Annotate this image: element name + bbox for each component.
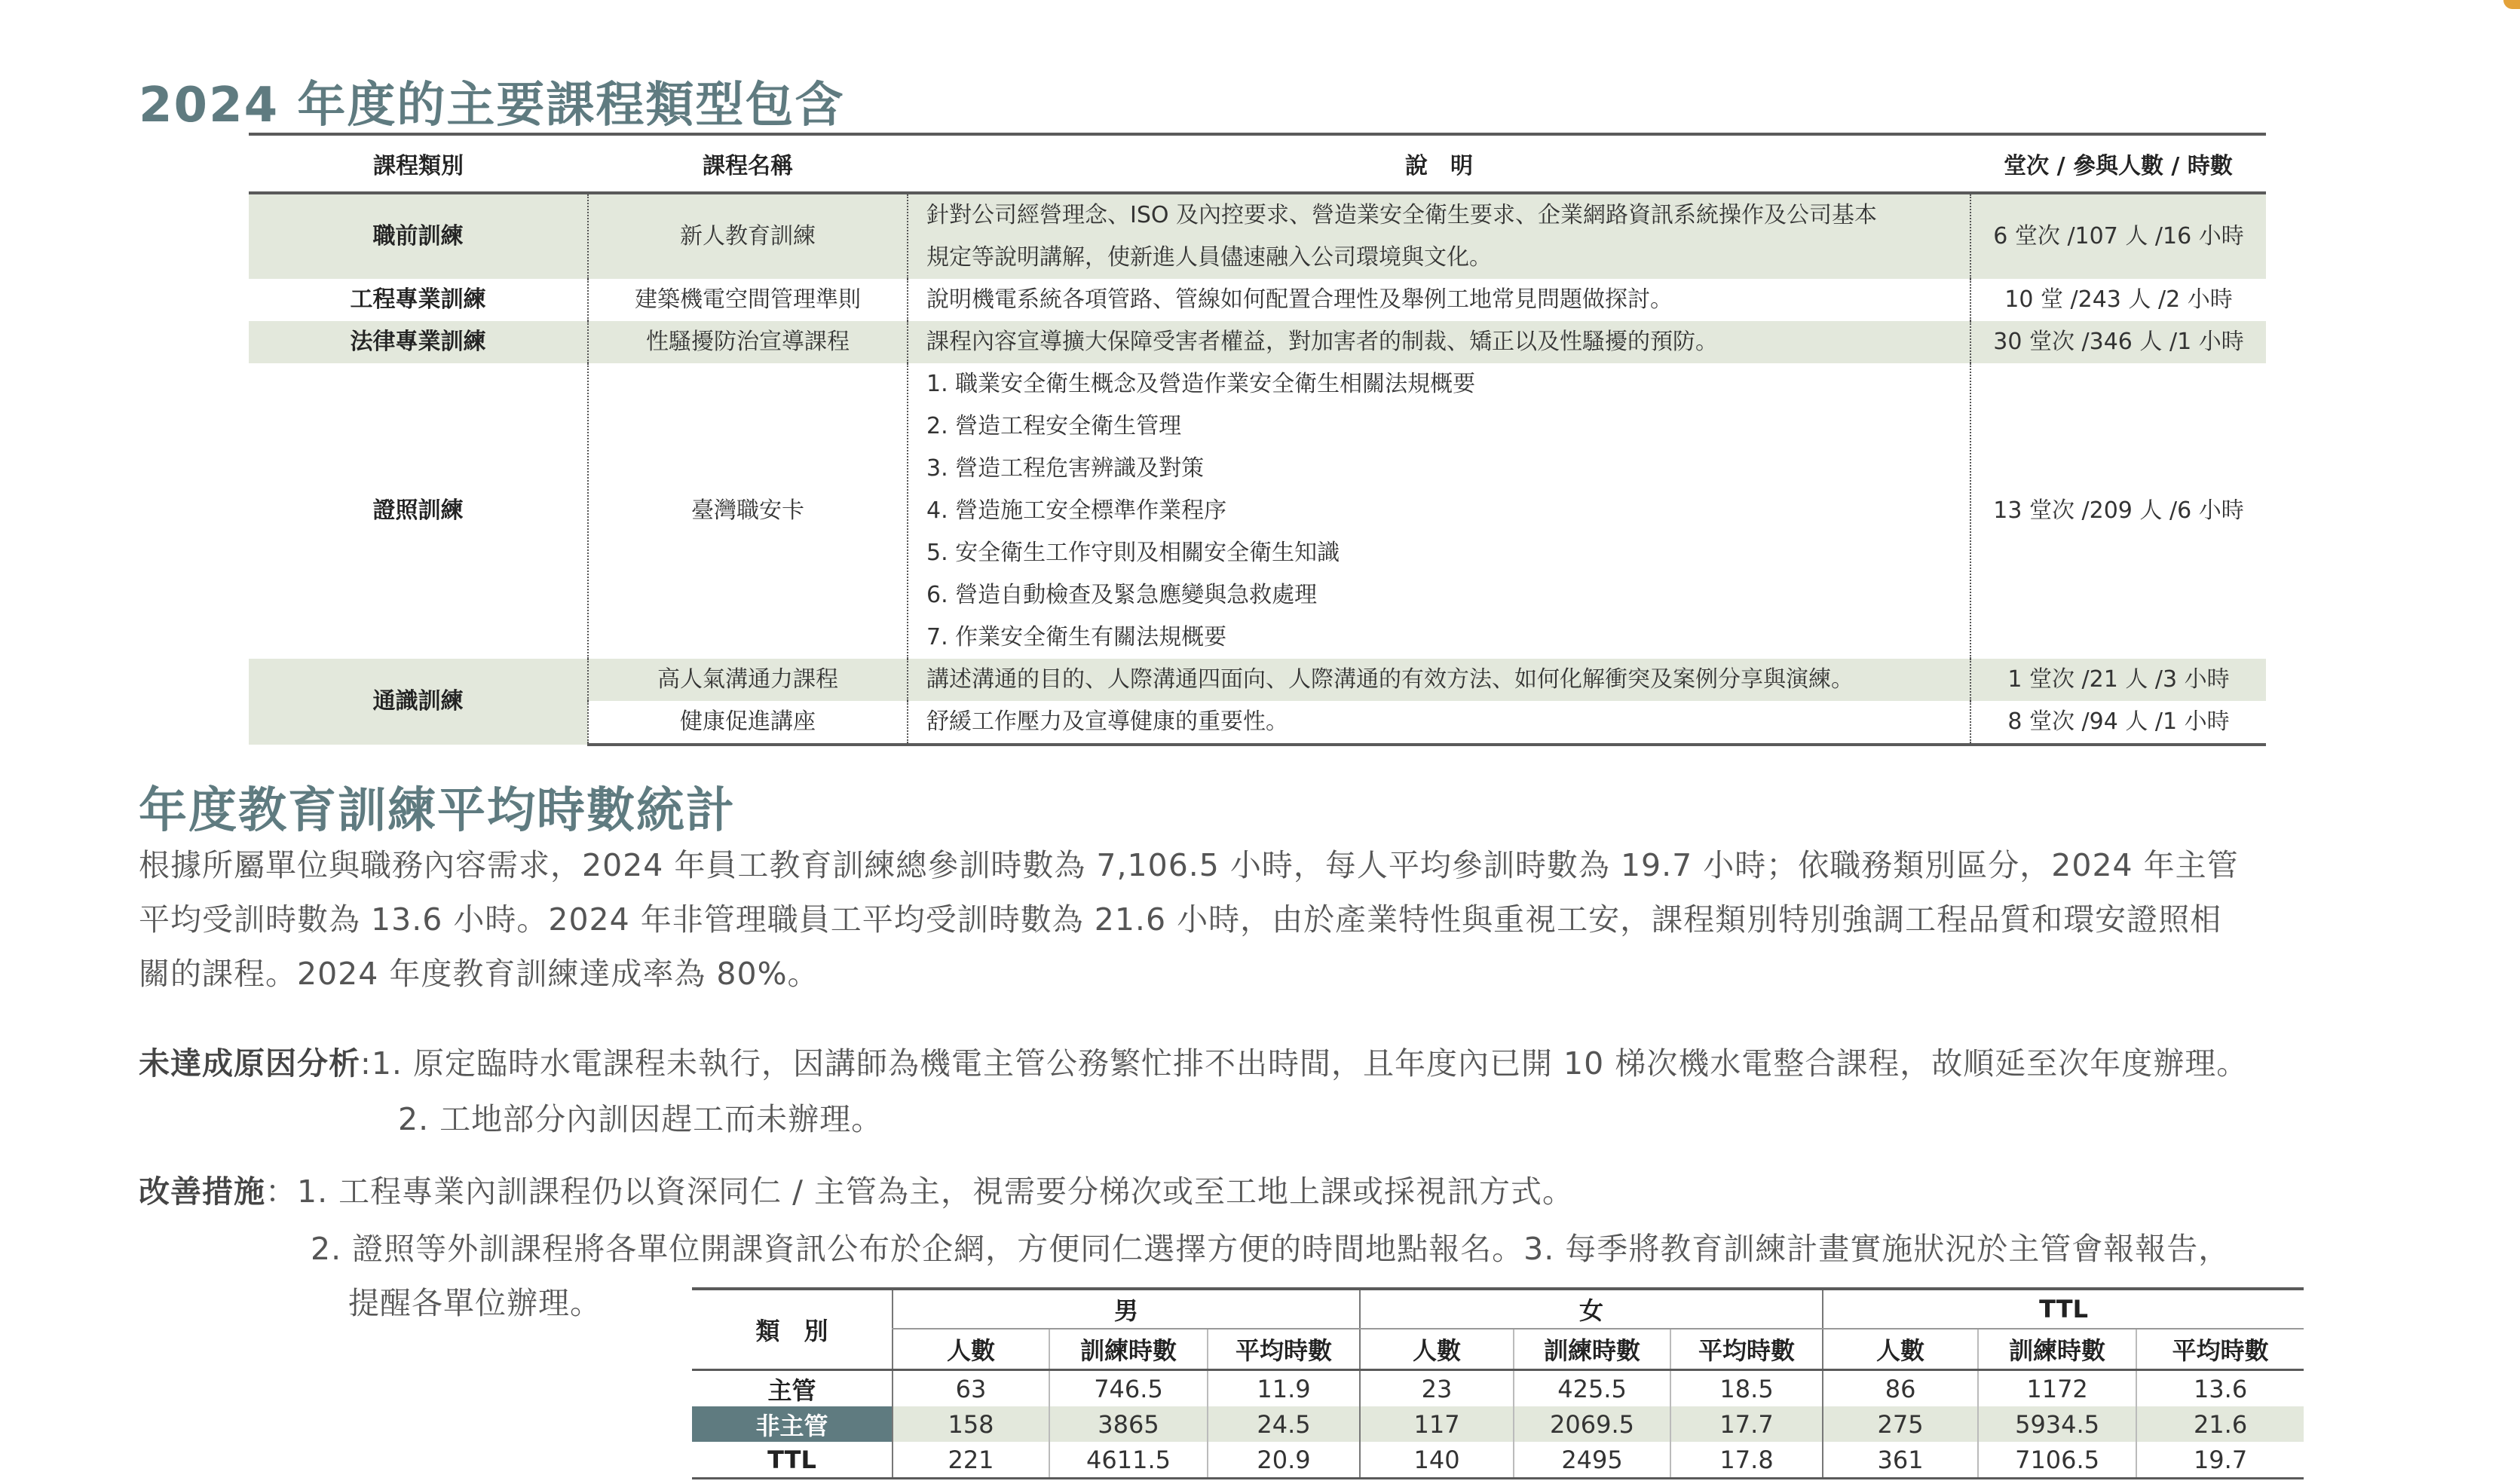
group-header-row [692,1289,2304,1329]
list-item: 3. 營造工程危害辨識及對策 [926,455,1205,482]
stats-cell: 10 堂 /243 人 /2 小時 [1970,279,2266,321]
list-item: 7. 作業安全衛生有關法規概要 [926,624,1227,650]
improve-line-3: 提醒各單位辦理。 [348,1285,602,1321]
stats-cell: 30 堂次 /346 人 /1 小時 [1970,321,2266,363]
description-cell: 課程內容宣導擴大保障受害者權益，對加害者的制裁、矯正以及性騷擾的預防。 [908,321,1970,363]
subheader-count: 人數 [1823,1329,1978,1370]
value-cell: 2495 [1514,1442,1670,1479]
header-course: 課程名稱 [588,134,908,193]
course-cell: 臺灣職安卡 [588,363,908,659]
reason-line-1 [139,1039,2248,1083]
row-label-highlighted: 非主管 [692,1406,893,1442]
category-cell: 通識訓練 [249,659,588,745]
value-cell: 1172 [1978,1370,2136,1407]
improve-line-1 [139,1167,1574,1211]
list-item: 4. 營造施工安全標準作業程序 [926,497,1227,524]
header-description: 說 明 [908,134,1970,193]
course-cell: 新人教育訓練 [588,193,908,279]
description-cell: 舒緩工作壓力及宣導健康的重要性。 [908,701,1970,745]
subheader-count: 人數 [893,1329,1049,1370]
value-cell: 4611.5 [1049,1442,1208,1479]
training-hours-table [692,1287,2304,1479]
section-title-training-hours: 年度教育訓練平均時數統計 [139,783,736,839]
header-category: 課程類別 [249,134,588,193]
description-line: 針對公司經營理念、ISO 及內控要求、營造業安全衛生要求、企業網路資訊系統操作及公司基本 [926,202,1878,228]
reason-text: :1. 原定臨時水電課程未執行，因講師為機電主管公務繁忙排不出時間，且年度內已開 10 梯次機水電整合課程，故順延至次年度辦理。 [360,1045,2249,1082]
course-cell: 建築機電空間管理準則 [588,279,908,321]
paragraph-line: 關的課程。2024 年度教育訓練達成率為 80%。 [139,956,819,992]
corner-accent [2503,0,2520,9]
table-row-total [692,1442,2304,1479]
category-cell: 職前訓練 [249,193,588,279]
subheader-average: 平均時數 [1208,1329,1360,1370]
value-cell: 140 [1360,1442,1514,1479]
value-cell: 2069.5 [1514,1406,1670,1442]
stats-cell: 1 堂次 /21 人 /3 小時 [1970,659,2266,701]
subheader-average: 平均時數 [2136,1329,2304,1370]
value-cell: 746.5 [1049,1370,1208,1407]
value-cell: 21.6 [2136,1406,2304,1442]
table-row [249,321,2266,363]
section-title-course-types: 2024 年度的主要課程類型包含 [139,78,845,133]
description-cell [908,193,1970,279]
value-cell: 17.8 [1670,1442,1823,1479]
list-item: 6. 營造自動檢查及緊急應變與急救處理 [926,582,1318,608]
value-cell: 13.6 [2136,1370,2304,1407]
value-cell: 117 [1360,1406,1514,1442]
description-line: 規定等說明講解，使新進人員儘速融入公司環境與文化。 [926,244,1492,271]
value-cell: 5934.5 [1978,1406,2136,1442]
category-cell: 工程專業訓練 [350,286,486,313]
value-cell: 425.5 [1514,1370,1670,1407]
value-cell: 7106.5 [1978,1442,2136,1479]
value-cell: 275 [1823,1406,1978,1442]
summary-paragraph [139,838,2393,1001]
subheader-count: 人數 [1360,1329,1514,1370]
value-cell: 23 [1360,1370,1514,1407]
value-cell: 20.9 [1208,1442,1360,1479]
row-label: 主管 [767,1375,816,1405]
value-cell: 221 [893,1442,1049,1479]
stats-cell: 6 堂次 /107 人 /16 小時 [1970,193,2266,279]
reason-line-2: 2. 工地部分內訓因趕工而未辦理。 [398,1101,883,1137]
value-cell: 63 [893,1370,1049,1407]
value-cell: 86 [1823,1370,1978,1407]
table-row-non-manager [692,1406,2304,1442]
list-item: 5. 安全衛生工作守則及相關安全衛生知識 [926,540,1340,566]
description-cell: 講述溝通的目的、人際溝通四面向、人際溝通的有效方法、如何化解衝突及案例分享與演練。 [908,659,1970,701]
stats-cell: 13 堂次 /209 人 /6 小時 [1970,363,2266,659]
list-item: 1. 職業安全衛生概念及營造作業安全衛生相關法規概要 [926,371,1476,397]
list-item: 2. 營造工程安全衛生管理 [926,413,1182,439]
course-cell: 健康促進講座 [588,701,908,745]
subheader-average: 平均時數 [1670,1329,1823,1370]
value-cell: 19.7 [2136,1442,2304,1479]
table-row [249,363,2266,659]
value-cell: 361 [1823,1442,1978,1479]
stats-cell: 8 堂次 /94 人 /1 小時 [1970,701,2266,745]
subheader-hours: 訓練時數 [1978,1329,2136,1370]
value-cell: 18.5 [1670,1370,1823,1407]
table-header-row [249,134,2266,193]
paragraph-line: 平均受訓時數為 13.6 小時。2024 年非管理職員工平均受訓時數為 21.6 小時，由於產業特性與重視工安，課程類別特別強調工程品質和環安證照相 [139,901,2222,938]
subheader-row [692,1329,2304,1370]
improve-line-2: 2. 證照等外訓課程將各單位開課資訊公布於企網，方便同仁選擇方便的時間地點報名。3. 每季將教育訓練計畫實施狀況於主管會報報告， [311,1231,2231,1267]
header-stats: 堂次 / 參與人數 / 時數 [1970,134,2266,193]
paragraph-line: 根據所屬單位與職務內容需求，2024 年員工教育訓練總參訓時數為 7,106.5 小時，每人平均參訓時數為 19.7 小時；依職務類別區分，2024 年主管 [139,847,2239,883]
value-cell: 24.5 [1208,1406,1360,1442]
subheader-hours: 訓練時數 [1514,1329,1670,1370]
table-row [249,279,2266,321]
improve-label: 改善措施 [139,1173,265,1210]
course-cell: 性騷擾防治宣導課程 [588,321,908,363]
table-row [249,193,2266,279]
subheader-hours: 訓練時數 [1049,1329,1208,1370]
value-cell: 17.7 [1670,1406,1823,1442]
group-header-total: TTL [1823,1289,2304,1329]
reason-label: 未達成原因分析 [139,1045,360,1082]
category-cell: 法律專業訓練 [249,321,588,363]
value-cell: 3865 [1049,1406,1208,1442]
category-header: 類 別 [692,1289,893,1370]
group-header-male: 男 [893,1289,1360,1329]
group-header-female: 女 [1360,1289,1823,1329]
table-row-manager [692,1370,2304,1407]
value-cell: 11.9 [1208,1370,1360,1407]
improve-text: ：1. 工程專業內訓課程仍以資深同仁 / 主管為主，視需要分梯次或至工地上課或採視訊方式。 [265,1173,1575,1210]
table-row [249,659,2266,701]
value-cell: 158 [893,1406,1049,1442]
description-cell [908,363,1970,659]
category-cell: 證照訓練 [372,497,464,524]
row-label: TTL [692,1442,893,1479]
course-types-table [249,133,2266,746]
course-cell: 高人氣溝通力課程 [588,659,908,701]
description-cell: 說明機電系統各項管路、管線如何配置合理性及舉例工地常見問題做探討。 [908,279,1970,321]
